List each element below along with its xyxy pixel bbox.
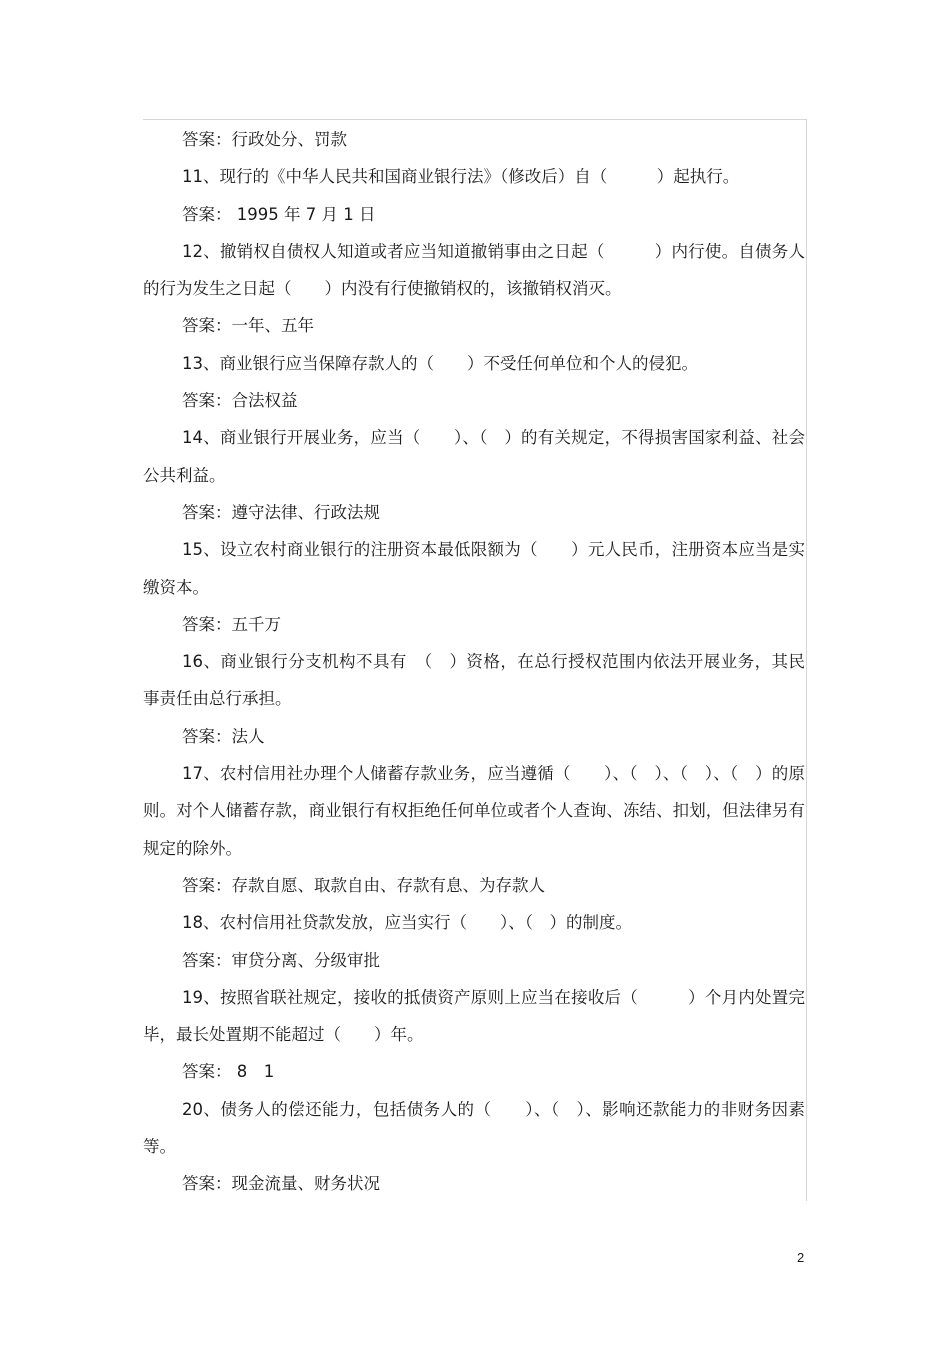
page-number: 2 bbox=[797, 1250, 805, 1265]
question-13: 13、商业银行应当保障存款人的（ ）不受任何单位和个人的侵犯。 bbox=[182, 353, 698, 373]
answer-10: 答案：行政处分、罚款 bbox=[182, 130, 347, 149]
question-16: 16、商业银行分支机构不具有 （ ）资格，在总行授权范围内依法开展业务，其民事责任由总行承担。 bbox=[143, 652, 805, 709]
answer-16: 答案：法人 bbox=[182, 726, 265, 746]
answer-14: 答案：遵守法律、行政法规 bbox=[182, 502, 380, 522]
question-14: 14、商业银行开展业务，应当（ ）、（ ）的有关规定，不得损害国家利益、社会公共利益。 bbox=[143, 428, 805, 485]
question-19: 19、按照省联社规定，接收的抵债资产原则上应当在接收后（ ）个月内处置完毕，最长处置期不能超过（ ）年。 bbox=[143, 987, 805, 1045]
answer-13: 答案：合法权益 bbox=[182, 391, 298, 411]
question-15: 15、设立农村商业银行的注册资本最低限额为（ ）元人民币，注册资本应当是实缴资本。 bbox=[143, 540, 805, 597]
answer-15: 答案：五千万 bbox=[182, 614, 281, 634]
answer-20: 答案：现金流量、财务状况 bbox=[182, 1174, 380, 1194]
document-body bbox=[143, 121, 805, 1203]
question-11: 11、现行的《中华人民共和国商业银行法》（修改后）自（ ）起执行。 bbox=[182, 167, 740, 187]
answer-18: 答案：审贷分离、分级审批 bbox=[182, 950, 380, 970]
question-12: 12、撤销权自债权人知道或者应当知道撤销事由之日起（ ）内行使。自债务人的行为发生之日起（ ）内没有行使撤销权的，该撤销权消灭。 bbox=[143, 241, 805, 299]
question-17: 17、农村信用社办理个人储蓄存款业务，应当遵循（ ）、（ ）、（ ）、（ ）的原则。对个人储蓄存款，商业银行有权拒绝任何单位或者个人查询、冻结、扣划，但法律另有规定的除外。 bbox=[143, 764, 805, 858]
answer-19: 答案： 8 1 bbox=[182, 1062, 275, 1082]
answer-12: 答案：一年、五年 bbox=[182, 316, 314, 336]
question-20: 20、债务人的偿还能力，包括债务人的（ ）、（ ）、影响还款能力的非财务因素等。 bbox=[143, 1099, 805, 1157]
answer-11: 答案： 1995 年 7 月 1 日 bbox=[182, 204, 376, 224]
answer-17: 答案：存款自愿、取款自由、存款有息、为存款人 bbox=[182, 875, 545, 895]
question-18: 18、农村信用社贷款发放，应当实行（ ）、（ ）的制度。 bbox=[182, 913, 632, 933]
